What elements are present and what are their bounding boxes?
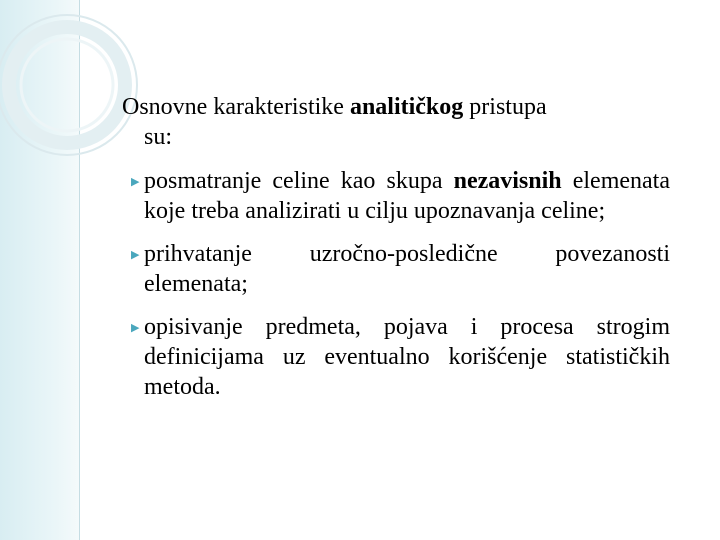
slide-content: [122, 92, 670, 402]
bullet-arrow-icon: ▶: [131, 248, 140, 261]
ring-thick: [9, 27, 125, 143]
intro-paragraph: [122, 92, 670, 152]
intro-text-2: pristupa: [463, 94, 547, 120]
bullet-item: [122, 239, 670, 299]
intro-bold: analitičkog: [349, 94, 464, 120]
bullet-arrow-icon: ▶: [131, 175, 140, 188]
bullet-item: [122, 166, 670, 226]
bullet-arrow-icon: ▶: [131, 321, 140, 334]
bullet-item: [122, 312, 670, 402]
intro-text-1: Osnovne karakteristike: [122, 94, 350, 120]
ring-inner: [21, 39, 113, 131]
intro-text-3: su:: [144, 124, 173, 150]
bullet-text: opisivanje predmeta, pojava i procesa strogim definicijama uz eventualno korišćenje statističkih metoda.: [144, 314, 670, 400]
bullet-text: prihvatanje uzročno-posledične povezanosti elemenata;: [144, 241, 670, 297]
bullet-bold: nezavisnih: [453, 168, 562, 194]
bullet-text-after: elemenata koje treba analizirati u cilju upoznavanja celine;: [144, 168, 670, 224]
bullet-text: posmatranje celine kao skupa: [144, 168, 454, 194]
